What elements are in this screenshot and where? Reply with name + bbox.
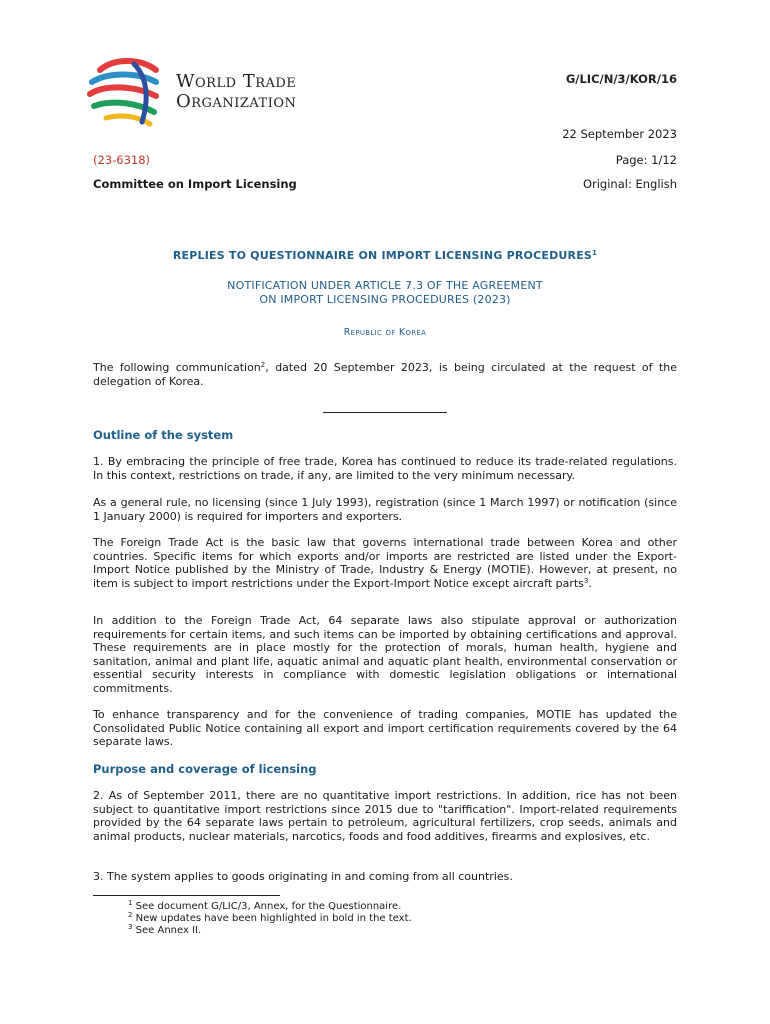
document-symbol: G/LIC/N/3/KOR/16 (565, 72, 677, 86)
wto-emblem-icon (84, 56, 168, 130)
paragraph-foreign-trade-act (93, 536, 677, 590)
paragraph-3: 3. The system applies to goods originating in and coming from all countries. (93, 870, 513, 883)
document-subtitle (93, 279, 677, 307)
intro-paragraph (93, 361, 677, 388)
wto-logo (84, 56, 334, 130)
footnote-text: See Annex II. (135, 925, 202, 936)
paragraph-1: 1. By embracing the principle of free trade, Korea has continued to reduce its trade-related regulations. In this context, restrictions on trade, if any, are limited to the very minimum necessary. (93, 455, 677, 482)
original-language: Original: English (582, 177, 677, 191)
footnote-text: See document G/LIC/3, Annex, for the Questionnaire. (135, 901, 402, 912)
paragraph-general-rule: As a general rule, no licensing (since 1 July 1993), registration (since 1 March 1997) or notification (since 1 January 2000) is required for importers and exporters. (93, 496, 677, 523)
footnote-ref-2[interactable]: 2 (260, 361, 266, 369)
footnote-number: 3 (128, 923, 133, 931)
paragraph-foreign-trade-act-text: The Foreign Trade Act is the basic law that governs international trade between Korea and other countries. Specific items for which exports and/or imports are restricted are listed under the Export-Import Notice published by the Ministry of Trade, Industry & Energy (MOTIE). However, at present, no item is subject to import restrictions under the Export-Import Notice except aircraft parts (93, 536, 677, 590)
section-heading-outline: Outline of the system (93, 428, 234, 442)
paragraph-2: 2. As of September 2011, there are no quantitative import restrictions. In addition, rice has not been subject to quantitative import restrictions since 2015 due to "tariffication". Import-related requirements provided by the 64 separate laws pertain to petroleum, agricultural fertilizers, crop seeds, animals and animal products, nuclear materials, narcotics, foods and food additives, firearms and explosives, etc. (93, 789, 677, 843)
organization-name (176, 72, 296, 112)
footnote-text: New updates have been highlighted in bold in the text. (135, 913, 412, 924)
subtitle-line2: ON IMPORT LICENSING PROCEDURES (2023) (259, 293, 511, 306)
member-name: Republic of Korea (343, 327, 427, 338)
paragraph-transparency: To enhance transparency and for the convenience of trading companies, MOTIE has updated the Consolidated Public Notice containing all export and import certification requirements covered by the 64 separate laws. (93, 708, 677, 749)
document-date: 22 September 2023 (562, 127, 677, 141)
page-indicator: Page: 1/12 (615, 153, 677, 167)
footnote-number: 2 (128, 911, 133, 919)
document-title (93, 249, 677, 262)
section-heading-purpose: Purpose and coverage of licensing (93, 762, 317, 776)
separator-line (323, 412, 447, 413)
footnote-ref-1[interactable]: 1 (592, 249, 598, 257)
footnote-separator (93, 895, 280, 896)
committee-name: Committee on Import Licensing (93, 177, 297, 191)
footnote-ref-3[interactable]: 3 (583, 576, 589, 585)
intro-text-start: The following communication (93, 361, 261, 374)
org-name-line2: Organization (176, 91, 297, 112)
footnote-number: 1 (128, 899, 133, 907)
subtitle-line1: NOTIFICATION UNDER ARTICLE 7.3 OF THE AGREEMENT (227, 279, 543, 292)
org-name-line1: World Trade (176, 71, 297, 92)
document-title-text: REPLIES TO QUESTIONNAIRE ON IMPORT LICENSING PROCEDURES (172, 249, 593, 262)
paragraph-foreign-trade-act-end: . (588, 576, 592, 590)
footnote-1 (128, 901, 401, 913)
paragraph-separate-laws: In addition to the Foreign Trade Act, 64 separate laws also stipulate approval or authorization requirements for certain items, and such items can be imported by obtaining certifications and approval. These requirements are in place mostly for the protection of morals, human health, hygiene and sanitation, animal and plant life, aquatic animal and aquatic plant health, environmental conservation or essential security interests in compliance with domestic legislation obligations or international commitments. (93, 614, 677, 695)
footnote-2 (128, 913, 412, 925)
footnote-3 (128, 925, 201, 937)
document-number: (23-6318) (93, 153, 151, 167)
intro-text-end: , dated 20 September 2023, is being circulated at the request of the delegation of Korea. (93, 361, 677, 388)
